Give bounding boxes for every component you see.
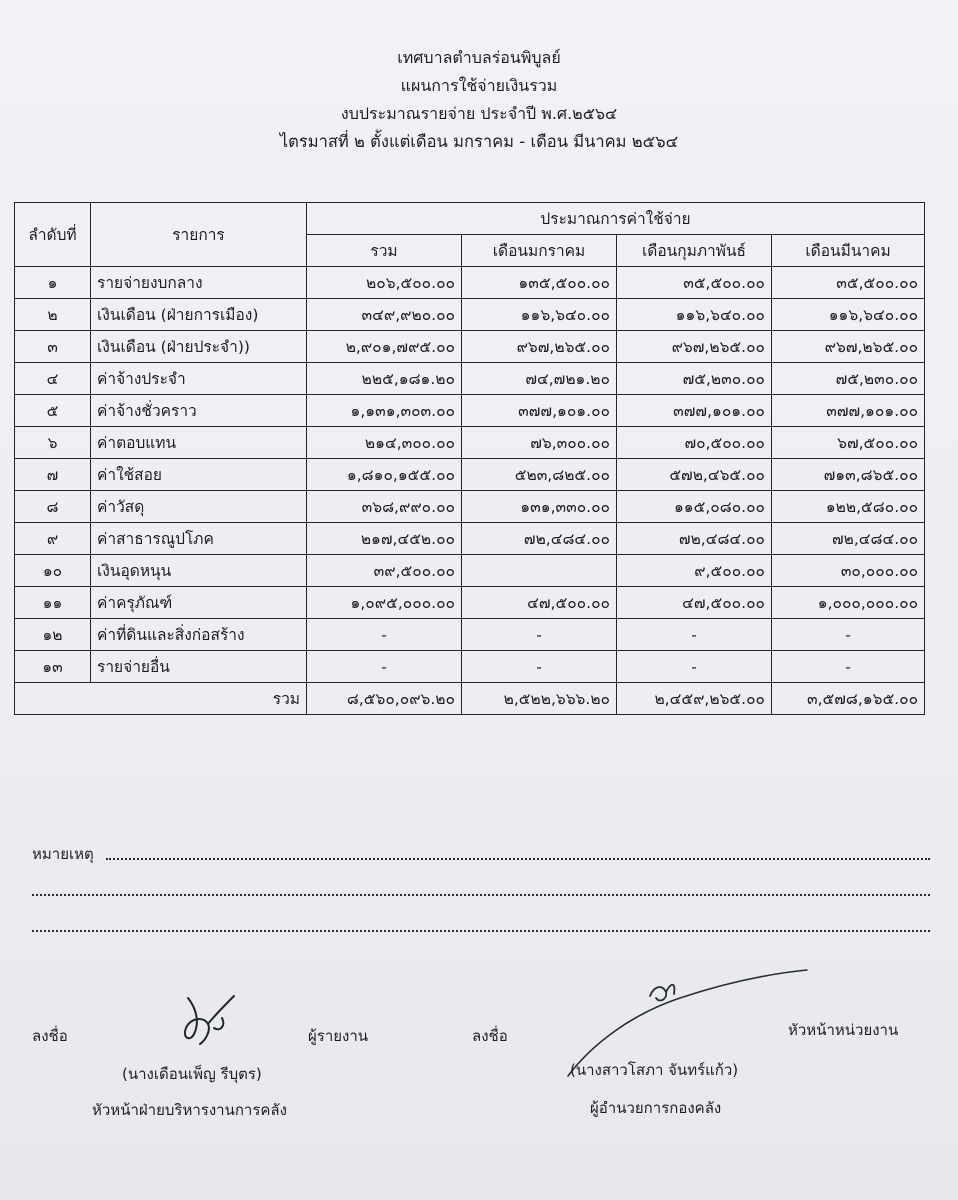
row-january: ๑๓๕,๕๐๐.๐๐ [462,267,617,299]
header-total: รวม [307,235,462,267]
row-number: ๒ [15,299,91,331]
remarks-line-3 [32,914,930,936]
table-row [15,651,925,683]
row-march: ๓๗๗,๑๐๑.๐๐ [772,395,925,427]
row-total: ๒,๙๐๑,๗๙๕.๐๐ [307,331,462,363]
header-estimate-group: ประมาณการค่าใช้จ่าย [307,203,925,235]
row-item: เงินเดือน (ฝ่ายการเมือง) [91,299,307,331]
row-number: ๑๒ [15,619,91,651]
row-february: ๑๑๕,๐๘๐.๐๐ [617,491,772,523]
row-number: ๔ [15,363,91,395]
row-total: - [307,651,462,683]
dotted-line [106,858,930,860]
row-number: ๓ [15,331,91,363]
header-february: เดือนกุมภาพันธ์ [617,235,772,267]
row-february: ๕๗๒,๔๖๕.๐๐ [617,459,772,491]
total-sum: ๘,๕๖๐,๐๙๖.๒๐ [307,683,462,715]
row-february: - [617,619,772,651]
left-sign-label: ลงชื่อ [32,1027,68,1045]
total-march: ๓,๕๗๘,๑๖๕.๐๐ [772,683,925,715]
row-march: ๗๑๓,๘๖๕.๐๐ [772,459,925,491]
table-row [15,427,925,459]
row-january: ๗๔,๗๒๑.๒๐ [462,363,617,395]
remarks-label: หมายเหตุ [32,845,94,863]
left-handwritten-signature [178,988,246,1050]
left-signer-position: หัวหน้าฝ่ายบริหารงานการคลัง [92,1101,287,1119]
row-number: ๗ [15,459,91,491]
row-march: ๑๒๒,๕๘๐.๐๐ [772,491,925,523]
row-march: ๗๕,๒๓๐.๐๐ [772,363,925,395]
row-march: ๓๕,๕๐๐.๐๐ [772,267,925,299]
row-number: ๑๑ [15,587,91,619]
row-march: ๑,๐๐๐,๐๐๐.๐๐ [772,587,925,619]
row-item: ค่าสาธารณูปโภค [91,523,307,555]
row-march: ๓๐,๐๐๐.๐๐ [772,555,925,587]
row-march: - [772,651,925,683]
row-january: ๔๗,๕๐๐.๐๐ [462,587,617,619]
row-february: ๔๗,๕๐๐.๐๐ [617,587,772,619]
row-number: ๕ [15,395,91,427]
row-total: ๑,๘๑๐,๑๕๕.๐๐ [307,459,462,491]
total-january: ๒,๕๒๒,๖๖๖.๒๐ [462,683,617,715]
header-item: รายการ [91,203,307,267]
left-signer-name: (นางเดือนเพ็ญ รีบุตร) [122,1065,262,1083]
row-total: ๓๔๙,๙๒๐.๐๐ [307,299,462,331]
row-february: ๑๑๖,๖๔๐.๐๐ [617,299,772,331]
table-row [15,267,925,299]
row-february: ๗๐,๕๐๐.๐๐ [617,427,772,459]
row-february: ๙๖๗,๒๖๕.๐๐ [617,331,772,363]
dotted-line [32,930,930,932]
total-february: ๒,๔๕๙,๒๖๕.๐๐ [617,683,772,715]
budget-table [14,202,925,715]
right-role: หัวหน้าหน่วยงาน [788,1021,899,1039]
table-row [15,395,925,427]
row-january: ๑๓๑,๓๓๐.๐๐ [462,491,617,523]
row-total: ๒๑๗,๔๕๒.๐๐ [307,523,462,555]
row-item: เงินอุดหนุน [91,555,307,587]
left-role: ผู้รายงาน [308,1027,369,1045]
row-number: ๖ [15,427,91,459]
row-february: ๗๕,๒๓๐.๐๐ [617,363,772,395]
dotted-line [32,894,930,896]
row-number: ๑ [15,267,91,299]
row-total: ๒๒๕,๑๘๑.๒๐ [307,363,462,395]
row-february: ๓๕,๕๐๐.๐๐ [617,267,772,299]
right-sign-label: ลงชื่อ [472,1027,508,1045]
table-row [15,523,925,555]
row-total: ๑,๐๙๕,๐๐๐.๐๐ [307,587,462,619]
header-january: เดือนมกราคม [462,235,617,267]
row-february: ๗๒,๔๘๔.๐๐ [617,523,772,555]
table-row [15,299,925,331]
row-january: ๙๖๗,๒๖๕.๐๐ [462,331,617,363]
row-total: - [307,619,462,651]
total-label: รวม [15,683,307,715]
row-january: ๕๒๓,๘๒๕.๐๐ [462,459,617,491]
row-total: ๒๑๔,๓๐๐.๐๐ [307,427,462,459]
right-signer-name: (นางสาวโสภา จันทร์แก้ว) [570,1061,739,1079]
row-march: ๖๗,๕๐๐.๐๐ [772,427,925,459]
row-item: ค่าจ้างชั่วคราว [91,395,307,427]
row-item: ค่าวัสดุ [91,491,307,523]
table-row [15,555,925,587]
quarter-period: ไตรมาสที่ ๒ ตั้งแต่เดือน มกราคม - เดือน มีนาคม ๒๕๖๔ [279,132,679,151]
remarks-line-2 [32,878,930,900]
row-january: - [462,651,617,683]
row-item: ค่าตอบแทน [91,427,307,459]
row-march: ๑๑๖,๖๔๐.๐๐ [772,299,925,331]
row-january [462,555,617,587]
total-row [15,683,925,715]
table-row [15,491,925,523]
row-march: ๗๒,๔๘๔.๐๐ [772,523,925,555]
row-january: ๑๑๖,๖๔๐.๐๐ [462,299,617,331]
table-row [15,587,925,619]
row-january: ๗๖,๓๐๐.๐๐ [462,427,617,459]
header-no: ลำดับที่ [15,203,91,267]
row-item: รายจ่ายงบกลาง [91,267,307,299]
row-item: ค่าครุภัณฑ์ [91,587,307,619]
row-item: เงินเดือน (ฝ่ายประจำ)) [91,331,307,363]
table-row [15,331,925,363]
row-item: ค่าใช้สอย [91,459,307,491]
row-number: ๑๓ [15,651,91,683]
row-item: ค่าที่ดินและสิ่งก่อสร้าง [91,619,307,651]
row-february: ๙,๕๐๐.๐๐ [617,555,772,587]
row-item: ค่าจ้างประจำ [91,363,307,395]
header-march: เดือนมีนาคม [772,235,925,267]
row-february: - [617,651,772,683]
row-total: ๑,๑๓๑,๓๐๓.๐๐ [307,395,462,427]
row-total: ๒๐๖,๕๐๐.๐๐ [307,267,462,299]
row-january: ๓๗๗,๑๐๑.๐๐ [462,395,617,427]
row-total: ๓๙,๕๐๐.๐๐ [307,555,462,587]
row-item: รายจ่ายอื่น [91,651,307,683]
row-march: ๙๖๗,๒๖๕.๐๐ [772,331,925,363]
right-signer-position: ผู้อำนวยการกองคลัง [590,1099,722,1117]
row-march: - [772,619,925,651]
organization-name: เทศบาลตำบลร่อนพิบูลย์ [397,48,561,67]
row-february: ๓๗๗,๑๐๑.๐๐ [617,395,772,427]
row-number: ๙ [15,523,91,555]
table-row [15,619,925,651]
table-row [15,459,925,491]
document-title: แผนการใช้จ่ายเงินรวม [400,76,558,95]
row-january: ๗๒,๔๘๔.๐๐ [462,523,617,555]
row-number: ๘ [15,491,91,523]
table-row [15,363,925,395]
row-january: - [462,619,617,651]
row-total: ๓๖๘,๙๙๐.๐๐ [307,491,462,523]
budget-year: งบประมาณรายจ่าย ประจำปี พ.ศ.๒๕๖๔ [340,104,618,123]
remarks-line-1 [32,842,930,864]
row-number: ๑๐ [15,555,91,587]
document-header [0,44,958,156]
